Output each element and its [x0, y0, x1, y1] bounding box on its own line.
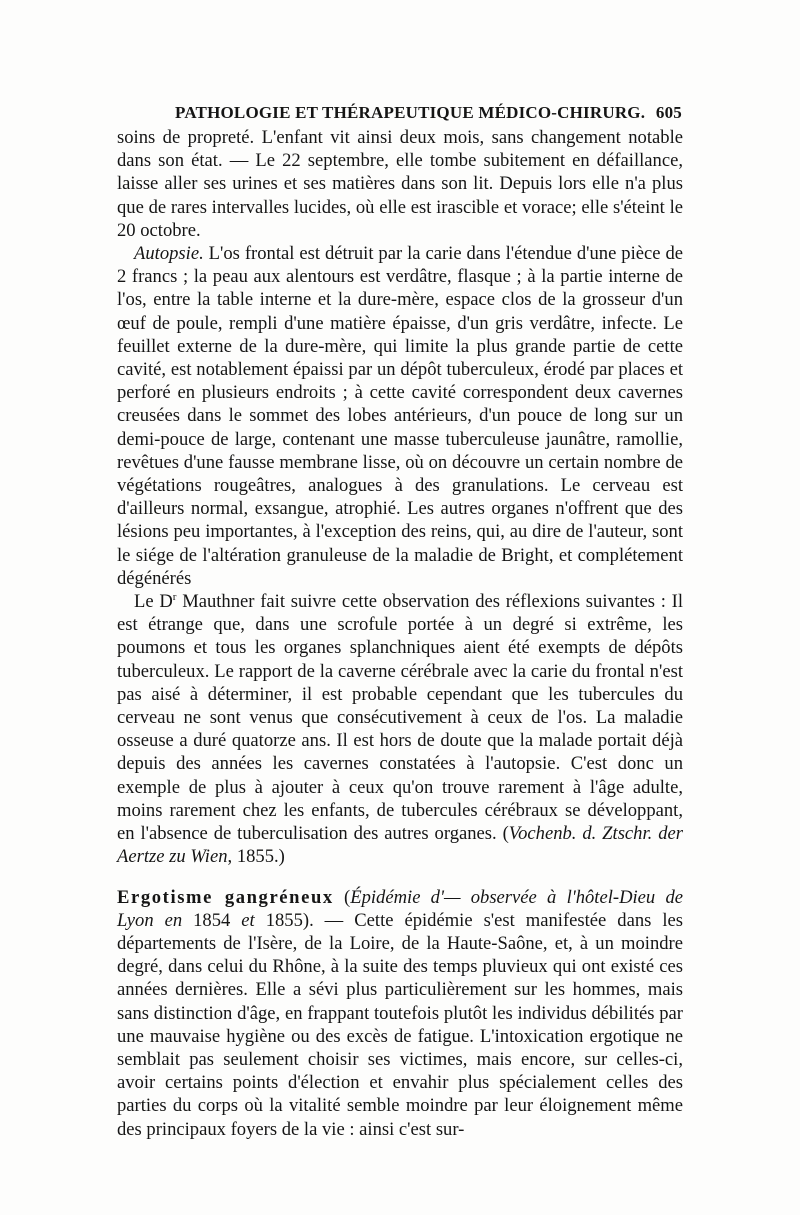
- ergotism-text: 1855). — Cette épidémie s'est manifestée dans les départements de l'Isère, de la Loire, de la Haute-Saône, et, à un moindre degré, dans celui du Rhône, à la suite des temps pluvieux qui ont existé ces années dernières. Elle a sévi plus particulièrement sur les hommes, mais sans distinction d'âge, en frappant toutefois plutôt les individus débilités par une mauvaise hygiène ou des excès de fatigue. L'intoxication ergotique ne semblait pas seulement choisir ses victimes, mais encore, sur celles-ci, avoir certains points d'élection et envahir plus spécialement celles des parties du corps où la vitalité semble moindre par leur éloignement même des principaux foyers de la vie : ainsi c'est sur-: [117, 909, 683, 1140]
- reflections-text: Mauthner fait suivre cette observation des réflexions suivantes : Il est étrange que, dans une scrofule portée à un degré si extrême, les poumons et tous les organes splanchniques aient été exempts de dépôts tuberculeux. Le rapport de la caverne cérébrale avec la carie du frontal n'est pas aisé à déterminer, il est probable cependant que les tubercules du cerveau ne sont venus que consécutivement à ceux de l'os. La maladie osseuse a duré quatorze ans. Il est hors de doute que la malade portait déjà depuis des années les cavernes constatées à l'autopsie. C'est donc un exemple de plus à ajouter à ceux qu'on trouve rarement à l'âge adulte, moins rarement chez les enfants, de tubercules cérébraux se développant, en l'absence de tuberculisation des autres organes. (: [117, 591, 684, 845]
- running-head: [117, 103, 682, 127]
- paragraph-case-course: soins de propreté. L'enfant vit ainsi deux mois, sans changement notable dans son état. — Le 22 septembre, elle tombe subitement en défaillance, laisse aller ses urines et ses matières dans son lit. Depuis lors elle n'a plus que de rares intervalles lucides, où elle est irascible et vorace; elle s'éteint le 20 octobre.: [117, 127, 683, 241]
- ergotism-paren-open: (: [333, 886, 351, 908]
- paragraph-reflections: [117, 590, 683, 868]
- autopsy-label: Autopsie.: [134, 243, 204, 265]
- section-gap: [117, 869, 683, 886]
- page-number: 605: [655, 103, 682, 122]
- ergotism-et: et: [241, 909, 255, 931]
- ergotism-year-1854: 1854: [182, 909, 242, 931]
- body-text: [117, 126, 683, 1141]
- section-heading-ergotism: Ergotisme gangréneux: [117, 886, 334, 908]
- reflections-end: , 1855.): [227, 846, 285, 868]
- ergotism-subtitle: Épidémie d'— observée à l'hôtel-Dieu de Lyon en: [117, 886, 684, 931]
- autopsy-text: L'os frontal est détruit par la carie dans l'étendue d'une pièce de 2 francs ; la peau aux alentours est verdâtre, flasque ; à la partie interne de l'os, entre la table interne et la dure-mère, espace clos de la grosseur d'un œuf de poule, rempli d'une matière épaisse, d'un gris verdâtre, infecte. Le feuillet externe de la dure-mère, qui limite la plus grande partie de cette cavité, est notablement épaissi par un dépôt tuberculeux, érodé par places et perforé en plusieurs endroits ; à cette cavité correspondent deux cavernes creusées dans le sommet des lobes antérieurs, d'un pouce de long sur un demi-pouce de large, contenant une masse tuberculeuse jaunâtre, ramollie, revêtues d'une fausse membrane lisse, où on découvre un certain nombre de végétations rougeâtres, analogues à des granulations. Le cerveau est d'ailleurs normal, exsangue, atrophié. Les autres organes n'offrent que des lésions peu importantes, à l'exception des reins, qui, au dire de l'auteur, sont le siége de l'altération granuleuse de la maladie de Bright, et complétement dégénérés: [117, 243, 683, 589]
- journal-source: Vochenb. d. Ztschr. der Aertze zu Wien: [117, 823, 683, 868]
- doctor-superscript: r: [172, 590, 177, 603]
- running-head-title: PATHOLOGIE ET THÉRAPEUTIQUE MÉDICO-CHIRURG.: [175, 103, 646, 122]
- paragraph-autopsy: [117, 242, 683, 590]
- paragraph-ergotism: [117, 886, 683, 1141]
- reflections-intro: Le D: [134, 591, 173, 613]
